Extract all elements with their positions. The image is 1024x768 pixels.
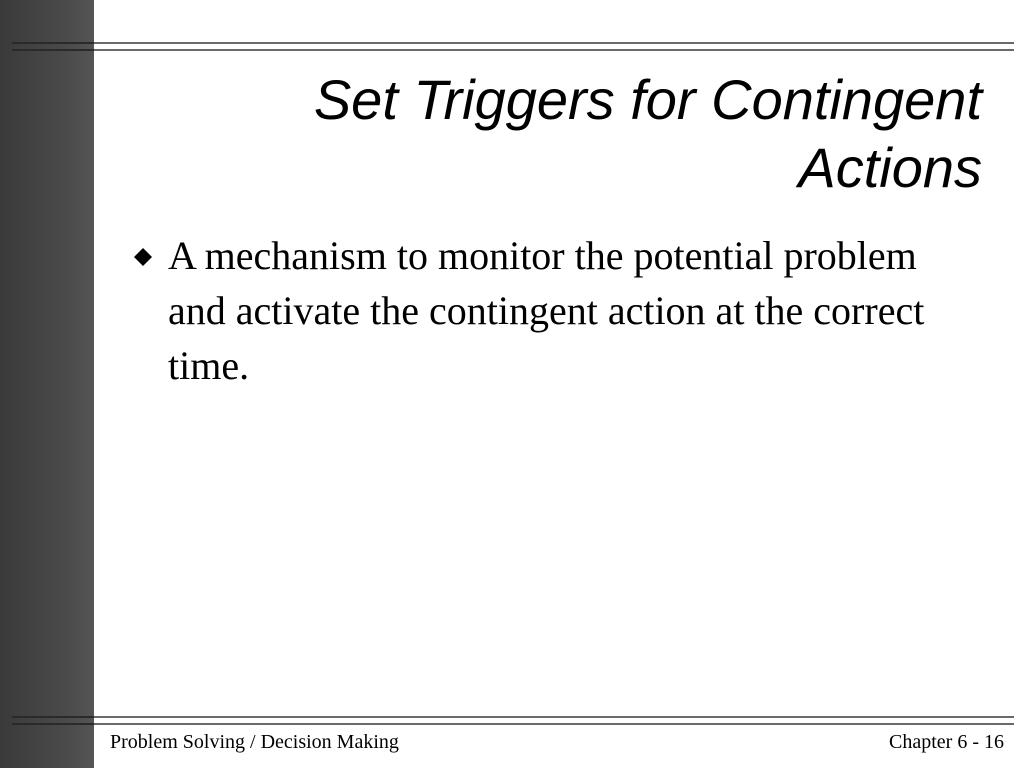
footer-rule-sidebar-bottom: [12, 723, 94, 725]
header-rule-sidebar-bottom: [12, 49, 94, 51]
slide-title-line1: Set Triggers for Contingent: [313, 68, 982, 131]
footer-rule-sidebar-top: [12, 716, 94, 718]
footer-rule-bottom: [94, 723, 1014, 725]
slide-title-line2: Actions: [798, 136, 982, 199]
footer-page-number: Chapter 6 - 16: [889, 731, 1004, 753]
footer-course-title: Problem Solving / Decision Making: [110, 731, 399, 753]
bullet-item: [134, 228, 964, 393]
slide-title: [182, 66, 982, 202]
header-rule-bottom: [94, 49, 1014, 51]
footer-rule-top: [12, 716, 1014, 718]
header-rule-sidebar-top: [12, 42, 94, 44]
sidebar-bar: [0, 0, 94, 768]
diamond-bullet-icon: [134, 248, 152, 266]
bullet-text: A mechanism to monitor the potential problem and activate the contingent action at the correct time.: [168, 233, 925, 388]
bullet-list: [134, 228, 964, 393]
header-rule-top: [12, 42, 1014, 44]
